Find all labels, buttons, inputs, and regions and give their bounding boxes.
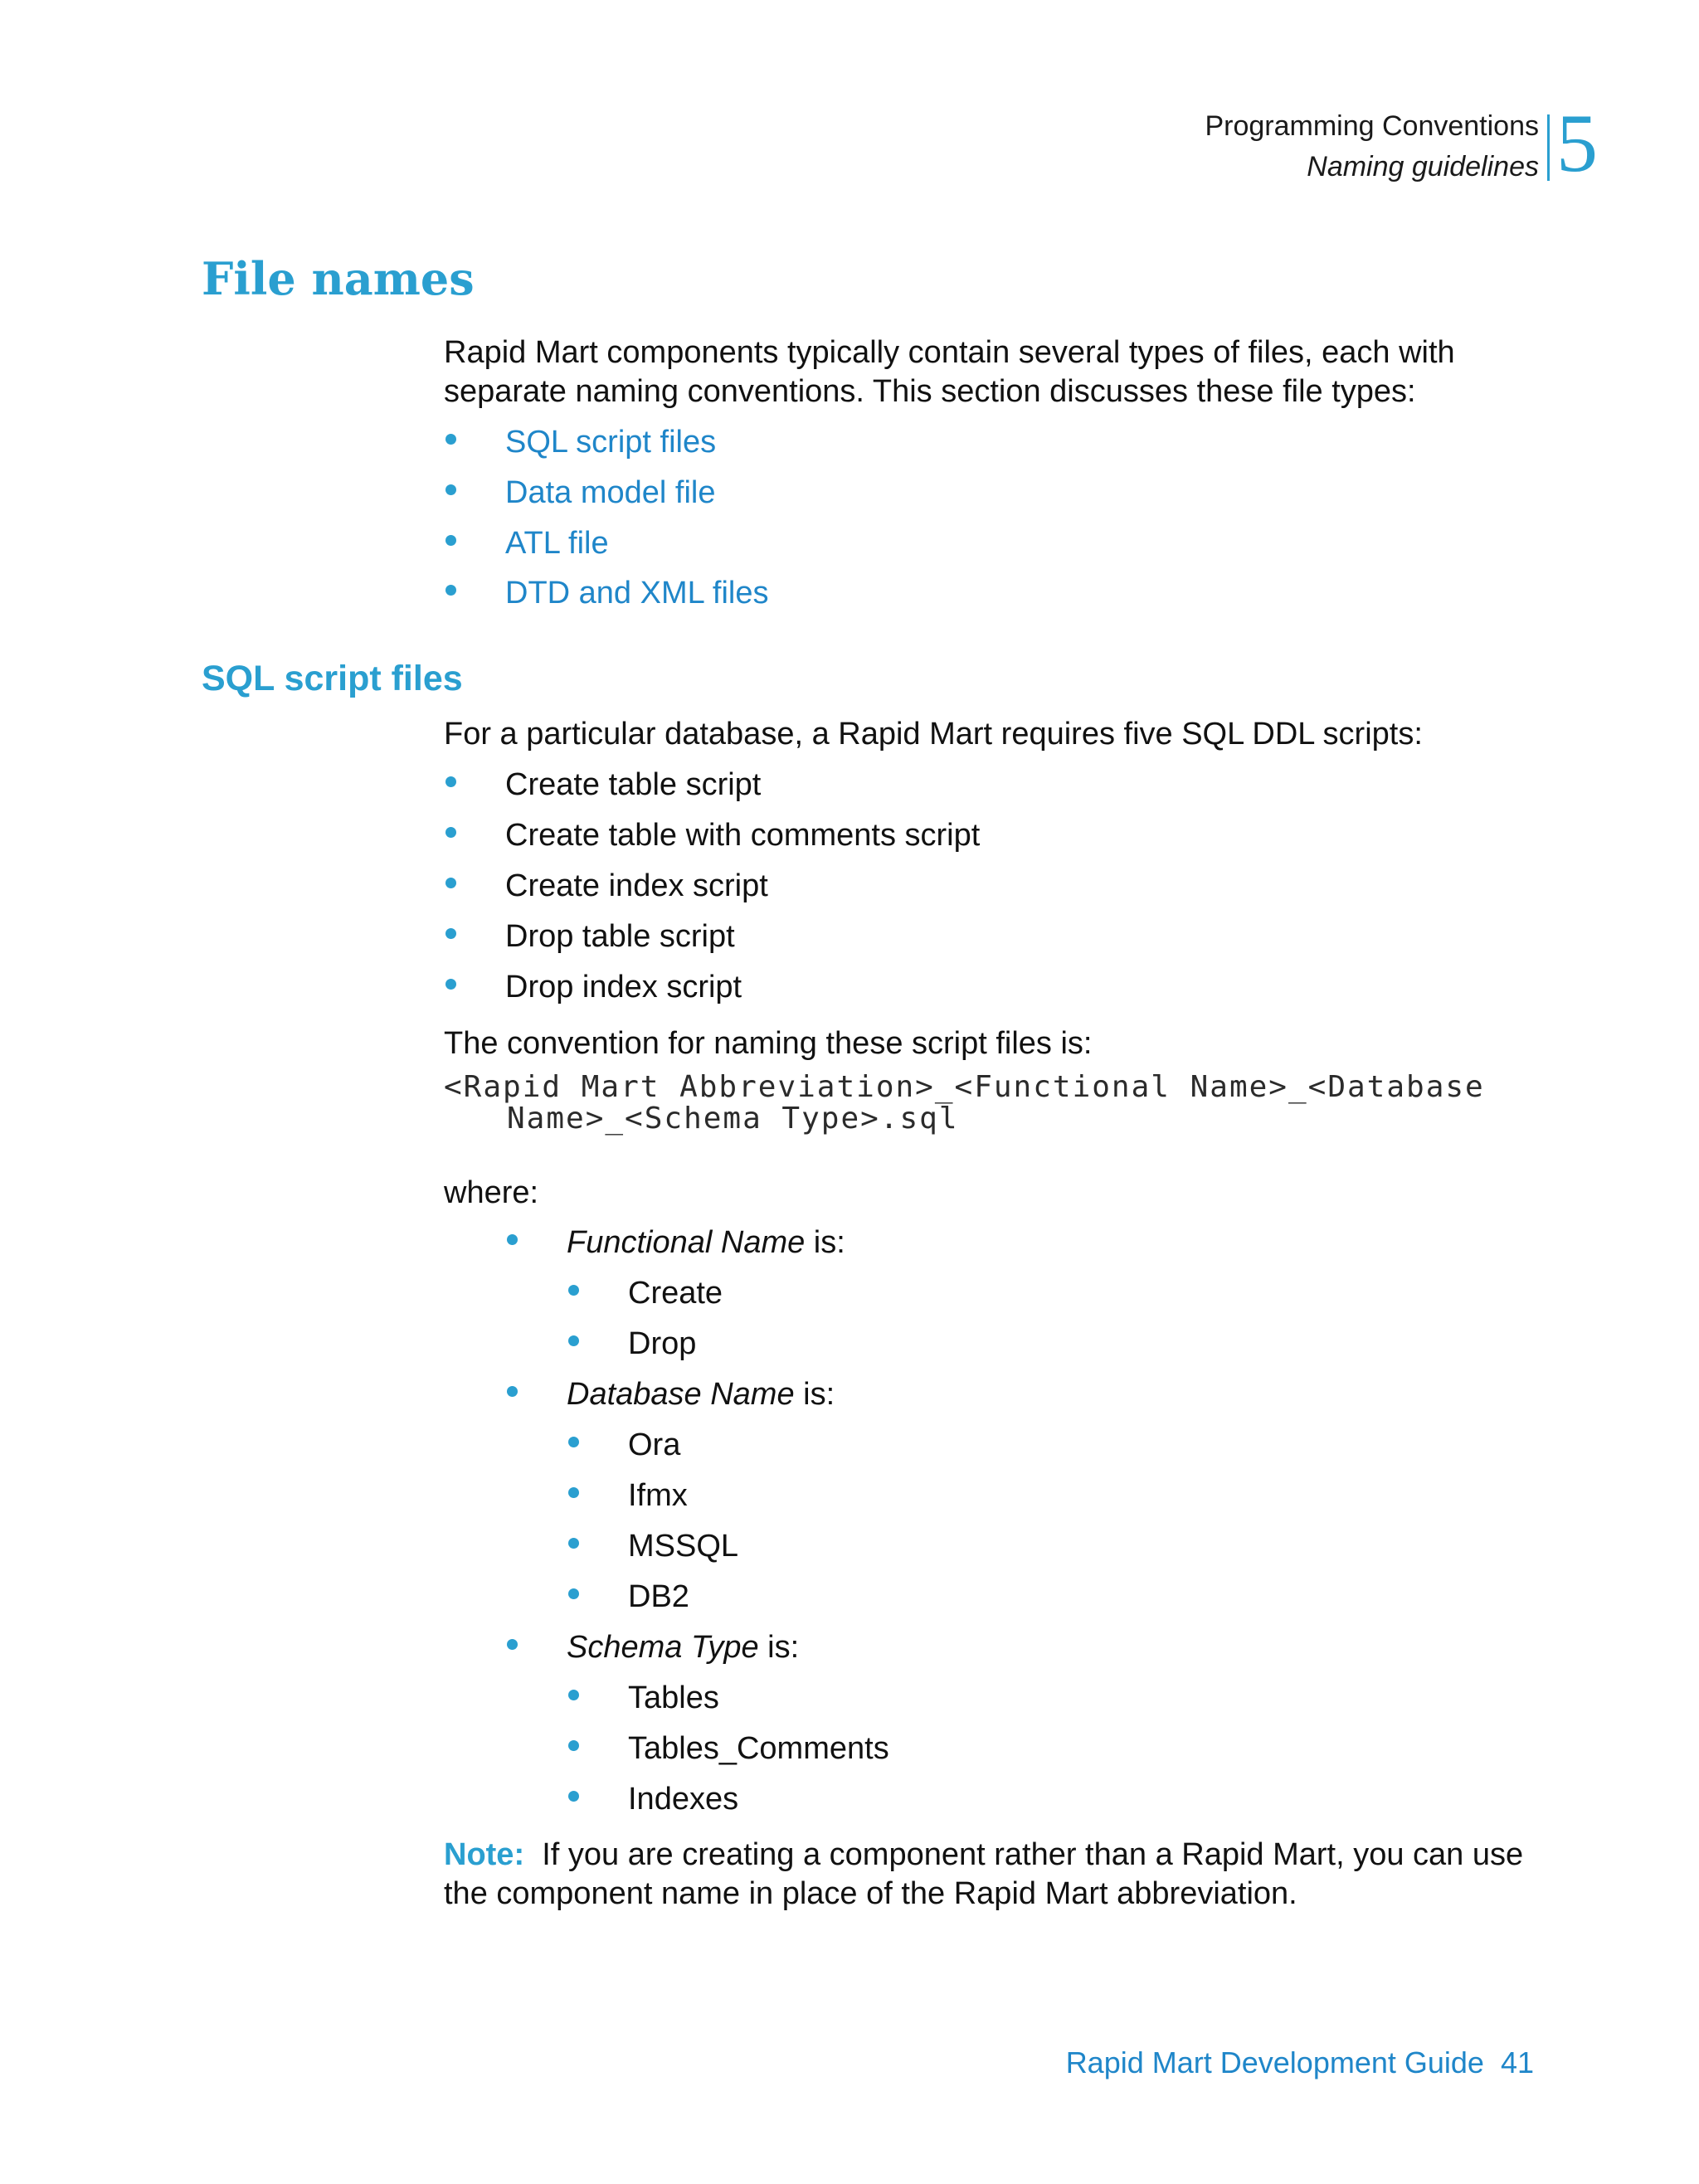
bullet-icon	[445, 776, 456, 787]
list-item	[444, 816, 980, 855]
list-item	[444, 968, 742, 1007]
list-item[interactable]	[444, 574, 768, 613]
list-item-text: Create table script	[505, 767, 762, 802]
param-item-functional-name	[505, 1223, 845, 1262]
note-paragraph	[444, 1836, 1547, 1914]
bullet-icon	[507, 1386, 518, 1397]
list-item	[567, 1476, 688, 1515]
param-suffix: is:	[794, 1377, 835, 1412]
list-item-text: Create table with comments script	[505, 818, 981, 853]
bullet-icon	[568, 1285, 579, 1296]
link-sql-script-files[interactable]: SQL script files	[505, 425, 717, 460]
bullet-icon	[507, 1639, 518, 1650]
list-item	[567, 1426, 680, 1465]
list-item-text: Ora	[628, 1428, 681, 1462]
list-item	[444, 867, 768, 906]
list-item-text: Create index script	[505, 868, 768, 903]
list-item	[567, 1729, 889, 1768]
list-item-text: Indexes	[628, 1782, 739, 1817]
bullet-icon	[568, 1791, 579, 1802]
bullet-icon	[445, 434, 456, 445]
footer-guide-title: Rapid Mart Development Guide	[1065, 2045, 1484, 2079]
bullet-icon	[568, 1437, 579, 1447]
param-name: Database Name	[567, 1377, 795, 1412]
convention-text: The convention for naming these script files is:	[444, 1026, 1093, 1061]
page-footer	[1066, 2042, 1534, 2084]
bullet-icon	[445, 484, 456, 495]
list-item[interactable]	[444, 524, 609, 563]
param-suffix: is:	[758, 1630, 800, 1665]
bullet-icon	[445, 585, 456, 596]
list-item-text: MSSQL	[628, 1529, 739, 1564]
list-item[interactable]	[444, 423, 716, 462]
bullet-icon	[568, 1588, 579, 1599]
bullet-icon	[445, 878, 456, 888]
list-item-text: Drop	[628, 1326, 697, 1361]
list-item-text: Ifmx	[628, 1478, 688, 1513]
code-line: <Rapid Mart Abbreviation>_<Functional Name>_<Database	[444, 1070, 1485, 1104]
bullet-icon	[568, 1487, 579, 1498]
list-item	[567, 1780, 738, 1819]
list-item-text: Tables_Comments	[628, 1731, 889, 1766]
bullet-icon	[445, 827, 456, 838]
bullet-icon	[445, 979, 456, 990]
list-item	[444, 766, 761, 805]
code-line: Name>_<Schema Type>.sql	[507, 1102, 959, 1136]
param-item-schema-type	[505, 1628, 799, 1667]
list-item	[567, 1578, 689, 1617]
param-suffix: is:	[805, 1225, 845, 1260]
param-name: Schema Type	[567, 1630, 759, 1665]
running-header-chapter: Programming Conventions	[1205, 110, 1539, 142]
bullet-icon	[568, 1538, 579, 1549]
list-item-text: Drop index script	[505, 970, 742, 1004]
bullet-icon	[568, 1690, 579, 1700]
list-item-text: Tables	[628, 1681, 719, 1715]
list-item-text: Drop table script	[505, 919, 735, 954]
list-item	[567, 1274, 723, 1313]
section-heading-file-names: File names	[202, 252, 475, 305]
where-text: where:	[444, 1175, 539, 1210]
param-name: Functional Name	[567, 1225, 806, 1260]
page-number: 41	[1500, 2045, 1534, 2079]
bullet-icon	[445, 535, 456, 546]
section-heading-sql-script-files: SQL script files	[202, 659, 463, 698]
note-text: If you are creating a component rather than a Rapid Mart, you can use the component name in place of the Rapid Mart abbreviation.	[444, 1837, 1524, 1911]
file-names-intro: Rapid Mart components typically contain several types of files, each with separate naming conventions. This section discusses these file types:	[444, 335, 1455, 409]
list-item-text: DB2	[628, 1579, 689, 1614]
link-data-model-file[interactable]: Data model file	[505, 475, 716, 510]
link-dtd-xml-files[interactable]: DTD and XML files	[505, 576, 769, 610]
list-item	[567, 1325, 696, 1364]
list-item	[444, 917, 735, 956]
bullet-icon	[568, 1335, 579, 1346]
list-item	[567, 1679, 719, 1718]
bullet-icon	[568, 1740, 579, 1751]
chapter-number: 5	[1556, 97, 1598, 189]
running-header-section: Naming guidelines	[1307, 151, 1539, 182]
param-item-database-name	[505, 1375, 835, 1414]
list-item[interactable]	[444, 474, 715, 513]
note-label: Note:	[444, 1837, 525, 1872]
sql-scripts-intro: For a particular database, a Rapid Mart requires five SQL DDL scripts:	[444, 717, 1423, 752]
link-atl-file[interactable]: ATL file	[505, 526, 609, 561]
bullet-icon	[507, 1234, 518, 1245]
header-divider	[1547, 114, 1550, 181]
list-item	[567, 1527, 738, 1566]
list-item-text: Create	[628, 1276, 723, 1311]
bullet-icon	[445, 928, 456, 939]
